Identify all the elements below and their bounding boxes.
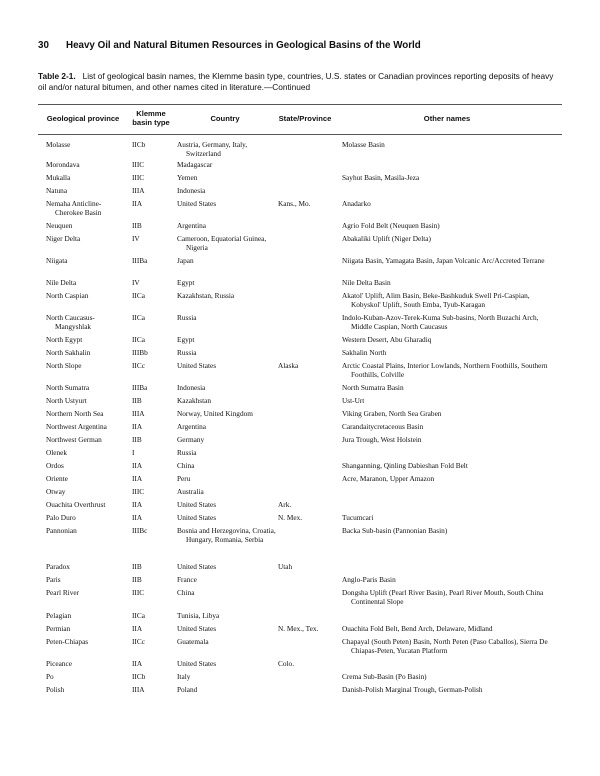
table-top-rule <box>38 104 562 105</box>
cell-country: France <box>177 575 197 584</box>
cell-other-names: Akatol' Uplift, Alim Basin, Beke-Bashkuduk Swell Pri-Caspian, Kobyskol' Uplift, South Emba, Tyub-Karagan <box>342 291 530 309</box>
cell-province: Niigata <box>46 256 68 265</box>
table-row <box>0 278 600 291</box>
cell-basin-type: IIA <box>132 199 143 208</box>
table-row <box>0 361 600 383</box>
cell-country: Austria, Germany, Italy, Switzerland <box>177 140 248 158</box>
cell-basin-type: IIIBa <box>132 383 148 392</box>
cell-country: Bosnia and Herzegovina, Croatia, Hungary, Romania, Serbia <box>177 526 276 544</box>
table-row <box>0 335 600 348</box>
cell-province: North Caucasus-Mangyshlak <box>46 313 95 331</box>
cell-province: Olenek <box>46 448 68 457</box>
cell-basin-type: IIB <box>132 562 142 571</box>
cell-province: North Sumatra <box>46 383 90 392</box>
cell-basin-type: IIA <box>132 474 143 483</box>
cell-other-names: Chapayal (South Peten) Basin, North Peten (Paso Caballos), Sierra De Chiapas-Peten, Yucatan Platform <box>342 637 548 655</box>
table-row <box>0 500 600 513</box>
cell-province: Paradox <box>46 562 70 571</box>
cell-province: Paris <box>46 575 61 584</box>
table-row <box>0 186 600 199</box>
table-row <box>0 461 600 474</box>
cell-province: Po <box>46 672 54 681</box>
cell-state: Ark. <box>278 500 292 509</box>
cell-province: Northwest German <box>46 435 102 444</box>
cell-other-names: Ouachita Fold Belt, Bend Arch, Delaware, Midland <box>342 624 493 633</box>
cell-country: Italy <box>177 672 191 681</box>
cell-country: Russia <box>177 348 197 357</box>
cell-country: China <box>177 461 195 470</box>
table-header-rule <box>38 134 562 135</box>
column-header-klemme-line2: basin type <box>132 118 170 127</box>
cell-basin-type: IIIA <box>132 685 145 694</box>
cell-basin-type: IIA <box>132 659 143 668</box>
page-header <box>38 40 568 51</box>
cell-other-names: Acre, Maranon, Upper Amazon <box>342 474 435 483</box>
cell-basin-type: IICa <box>132 611 145 620</box>
cell-province: Pelagian <box>46 611 72 620</box>
table-row <box>0 256 600 278</box>
cell-province: North Caspian <box>46 291 89 300</box>
cell-state: Colo. <box>278 659 295 668</box>
table-row <box>0 526 600 562</box>
cell-country: Kazakhstan <box>177 396 212 405</box>
cell-province: North Slope <box>46 361 82 370</box>
cell-country: United States <box>177 199 217 208</box>
cell-basin-type: IICa <box>132 335 145 344</box>
cell-province: North Sakhalin <box>46 348 91 357</box>
table-row <box>0 313 600 335</box>
cell-province: Pannonian <box>46 526 77 535</box>
table-row <box>0 611 600 624</box>
cell-province: Mukalla <box>46 173 71 182</box>
cell-country: Argentina <box>177 221 207 230</box>
cell-state: Kans., Mo. <box>278 199 311 208</box>
cell-other-names: Molasse Basin <box>342 140 385 149</box>
cell-basin-type: IIA <box>132 513 143 522</box>
cell-province: North Ustyurt <box>46 396 87 405</box>
cell-state: N. Mex., Tex. <box>278 624 319 633</box>
cell-country: Indonesia <box>177 383 206 392</box>
page-number: 30 <box>38 40 49 51</box>
cell-province: Piceance <box>46 659 72 668</box>
cell-basin-type: IICb <box>132 672 146 681</box>
cell-other-names: Viking Graben, North Sea Graben <box>342 409 442 418</box>
cell-country: Egypt <box>177 335 195 344</box>
running-title: Heavy Oil and Natural Bitumen Resources in Geological Basins of the World <box>66 40 421 51</box>
cell-country: Cameroon, Equatorial Guinea, Nigeria <box>177 234 267 252</box>
cell-country: Indonesia <box>177 186 206 195</box>
cell-country: United States <box>177 562 217 571</box>
cell-country: United States <box>177 659 217 668</box>
cell-basin-type: IIIA <box>132 186 145 195</box>
cell-country: Kazakhstan, Russia <box>177 291 235 300</box>
table-row <box>0 396 600 409</box>
cell-other-names: Niigata Basin, Yamagata Basin, Japan Volcanic Arc/Accreted Terrane <box>342 256 545 265</box>
cell-country: Guatemala <box>177 637 209 646</box>
table-row <box>0 562 600 575</box>
table-row <box>0 659 600 672</box>
column-header-klemme <box>128 109 174 127</box>
cell-country: Poland <box>177 685 198 694</box>
cell-country: Tunisia, Libya <box>177 611 220 620</box>
table-row <box>0 672 600 685</box>
cell-basin-type: IIB <box>132 575 142 584</box>
cell-province: North Egypt <box>46 335 83 344</box>
cell-basin-type: IV <box>132 278 140 287</box>
cell-province: Otway <box>46 487 66 496</box>
cell-basin-type: IIA <box>132 624 143 633</box>
table-row <box>0 160 600 173</box>
cell-basin-type: IIB <box>132 435 142 444</box>
cell-other-names: Abakaliki Uplift (Niger Delta) <box>342 234 431 243</box>
cell-country: Japan <box>177 256 194 265</box>
table-row <box>0 575 600 588</box>
cell-other-names: Dongsha Uplift (Pearl River Basin), Pearl River Mouth, South China Continental Slope <box>342 588 544 606</box>
cell-province: Polish <box>46 685 65 694</box>
cell-other-names: Ust-Urt <box>342 396 365 405</box>
cell-other-names: Western Desert, Abu Gharadiq <box>342 335 432 344</box>
cell-basin-type: IIIBb <box>132 348 148 357</box>
table-row <box>0 221 600 234</box>
cell-country: Russia <box>177 448 197 457</box>
cell-country: Egypt <box>177 278 195 287</box>
cell-province: Peten-Chiapas <box>46 637 89 646</box>
cell-other-names: Crema Sub-Basin (Po Basin) <box>342 672 427 681</box>
cell-country: United States <box>177 513 217 522</box>
cell-country: Peru <box>177 474 191 483</box>
cell-basin-type: IIA <box>132 461 143 470</box>
cell-state: N. Mex. <box>278 513 303 522</box>
table-row <box>0 291 600 313</box>
cell-basin-type: IICc <box>132 361 145 370</box>
cell-province: Molasse <box>46 140 71 149</box>
cell-basin-type: IIIBc <box>132 526 148 535</box>
cell-basin-type: IIIA <box>132 409 145 418</box>
cell-province: Oriente <box>46 474 68 483</box>
table-caption-label: Table 2-1. <box>38 71 76 81</box>
cell-other-names: Arctic Coastal Plains, Interior Lowlands, Northern Foothills, Southern Foothills, Colville <box>342 361 548 379</box>
cell-other-names: Sakhalin North <box>342 348 387 357</box>
cell-basin-type: IIIC <box>132 487 145 496</box>
table-row <box>0 588 600 611</box>
table-row <box>0 140 600 160</box>
cell-basin-type: IIA <box>132 422 143 431</box>
column-header-other: Other names <box>423 114 471 123</box>
cell-other-names: Indolo-Kuban-Azov-Terek-Kuma Sub-basins, North Buzachi Arch, Middle Caspian, North Caucasus <box>342 313 539 331</box>
cell-province: Palo Duro <box>46 513 76 522</box>
column-header-country: Country <box>210 114 240 123</box>
cell-other-names: Sayhut Basin, Masila-Jeza <box>342 173 420 182</box>
table-body <box>0 140 600 698</box>
table-row <box>0 624 600 637</box>
cell-country: United States <box>177 500 217 509</box>
cell-other-names: Nile Delta Basin <box>342 278 391 287</box>
cell-other-names: Carandaitycretaceous Basin <box>342 422 424 431</box>
cell-country: Germany <box>177 435 205 444</box>
table-row <box>0 383 600 396</box>
cell-basin-type: IIIC <box>132 173 145 182</box>
cell-other-names: Jura Trough, West Holstein <box>342 435 422 444</box>
cell-country: Madagascar <box>177 160 213 169</box>
cell-other-names: Shanganning, Qinling Dabieshan Fold Belt <box>342 461 468 470</box>
table-row <box>0 513 600 526</box>
cell-basin-type: IICa <box>132 313 145 322</box>
cell-basin-type: IIIC <box>132 588 145 597</box>
cell-province: Northern North Sea <box>46 409 104 418</box>
table-row <box>0 348 600 361</box>
table-row <box>0 409 600 422</box>
cell-other-names: Danish-Polish Marginal Trough, German-Polish <box>342 685 483 694</box>
cell-other-names: North Sumatra Basin <box>342 383 404 392</box>
cell-basin-type: IIB <box>132 221 142 230</box>
cell-basin-type: IIIC <box>132 160 145 169</box>
cell-state: Utah <box>278 562 293 571</box>
column-header-klemme-line1: Klemme <box>136 109 166 118</box>
cell-province: Ordos <box>46 461 64 470</box>
cell-province: Northwest Argentina <box>46 422 107 431</box>
table-row <box>0 637 600 659</box>
cell-basin-type: IIIBa <box>132 256 148 265</box>
cell-country: China <box>177 588 195 597</box>
cell-other-names: Backa Sub-basin (Pannonian Basin) <box>342 526 448 535</box>
cell-state: Alaska <box>278 361 299 370</box>
cell-basin-type: IIB <box>132 396 142 405</box>
cell-other-names: Tucumcari <box>342 513 374 522</box>
cell-country: United States <box>177 361 217 370</box>
cell-country: Russia <box>177 313 197 322</box>
cell-province: Nemaha Anticline-Cherokee Basin <box>46 199 102 217</box>
cell-basin-type: IV <box>132 234 140 243</box>
cell-basin-type: IICa <box>132 291 145 300</box>
table-row <box>0 422 600 435</box>
table-caption <box>38 71 558 93</box>
table-row <box>0 685 600 698</box>
cell-basin-type: IICb <box>132 140 146 149</box>
cell-country: Australia <box>177 487 204 496</box>
cell-province: Ouachita Overthrust <box>46 500 106 509</box>
cell-country: Yemen <box>177 173 198 182</box>
cell-other-names: Anadarko <box>342 199 371 208</box>
table-row <box>0 435 600 448</box>
cell-country: Norway, United Kingdom <box>177 409 253 418</box>
cell-country: United States <box>177 624 217 633</box>
cell-province: Nile Delta <box>46 278 77 287</box>
table-row <box>0 448 600 461</box>
table-caption-text: List of geological basin names, the Klemme basin type, countries, U.S. states or Canadian provinces reporting deposits of heavy oil and/or natural bitumen, and other names cited in literature.—Continued <box>38 71 554 92</box>
cell-basin-type: I <box>132 448 135 457</box>
cell-other-names: Agrio Fold Belt (Neuquen Basin) <box>342 221 440 230</box>
cell-province: Natuna <box>46 186 68 195</box>
table-row <box>0 474 600 487</box>
column-header-state: State/Province <box>278 114 332 123</box>
table-row <box>0 487 600 500</box>
cell-other-names: Anglo-Paris Basin <box>342 575 396 584</box>
table-row <box>0 199 600 221</box>
cell-basin-type: IICc <box>132 637 145 646</box>
cell-province: Permian <box>46 624 71 633</box>
table-row <box>0 173 600 186</box>
cell-province: Morondava <box>46 160 80 169</box>
cell-province: Niger Delta <box>46 234 81 243</box>
cell-country: Argentina <box>177 422 207 431</box>
cell-province: Pearl River <box>46 588 80 597</box>
table-row <box>0 234 600 256</box>
cell-province: Neuquen <box>46 221 73 230</box>
column-header-province: Geological province <box>46 114 120 123</box>
cell-basin-type: IIA <box>132 500 143 509</box>
